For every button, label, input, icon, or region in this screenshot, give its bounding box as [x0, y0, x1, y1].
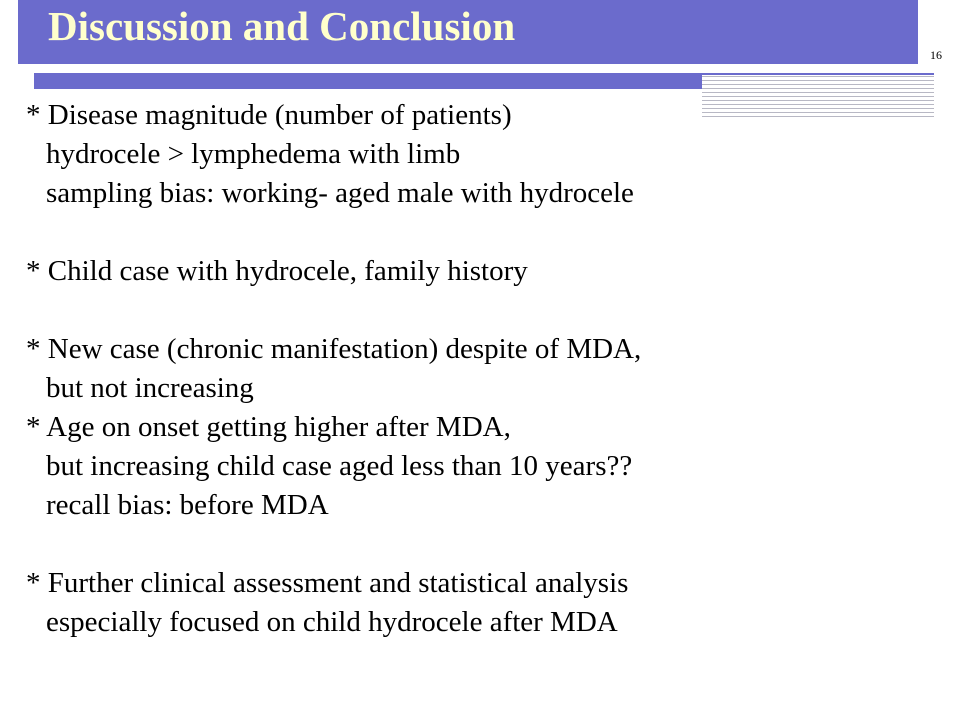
bullet-line: * Age on onset getting higher after MDA,: [26, 411, 511, 443]
slide-body: [26, 96, 926, 642]
title-bar: [18, 0, 918, 64]
slide-number: 16: [930, 48, 942, 62]
bullet-line: * New case (chronic manifestation) despite of MDA,: [26, 333, 642, 365]
bullet-line: * Child case with hydrocele, family history: [26, 255, 528, 287]
blank-line: [26, 213, 926, 252]
sub-line: but not increasing: [46, 372, 254, 404]
bullet-line: * Disease magnitude (number of patients): [26, 99, 512, 131]
blank-line: [26, 525, 926, 564]
sub-line: especially focused on child hydrocele after MDA: [46, 606, 618, 638]
slide-title: Discussion and Conclusion: [48, 3, 516, 49]
sub-line: recall bias: before MDA: [46, 489, 329, 521]
bullet-line: * Further clinical assessment and statistical analysis: [26, 567, 629, 599]
title-underline: [34, 73, 702, 89]
title-underline-thin: [702, 73, 934, 75]
blank-line: [26, 291, 926, 330]
sub-line: hydrocele > lymphedema with limb: [46, 138, 461, 170]
sub-line: but increasing child case aged less than 10 years??: [46, 450, 633, 482]
sub-line: sampling bias: working- aged male with hydrocele: [46, 177, 634, 209]
